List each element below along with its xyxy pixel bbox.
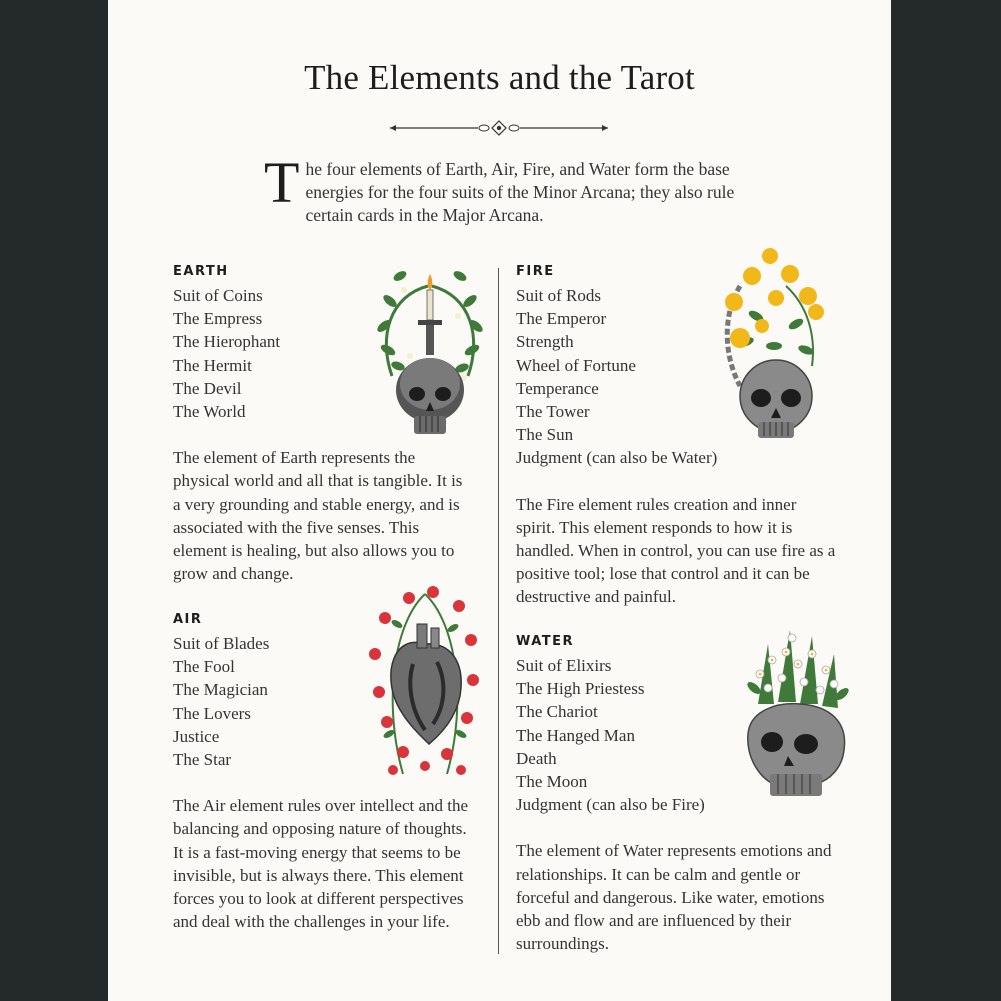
fire-item: The Emperor bbox=[516, 309, 607, 329]
earth-item: Suit of Coins bbox=[173, 286, 263, 305]
drop-cap: T bbox=[264, 150, 300, 215]
skull-candle-vine-icon bbox=[370, 246, 490, 440]
water-item: The Chariot bbox=[516, 702, 598, 722]
skull-marigold-icon bbox=[716, 246, 836, 442]
air-paragraph: The Air element rules over intellect and the balancing and opposing nature of thoughts. It is a fast-moving energy that seems to be invisible, but is always there. This element forces you to look at different perspectives and deal with the challenges in your life. bbox=[173, 796, 469, 932]
earth-item: The World bbox=[173, 402, 246, 422]
earth-item: The Hermit bbox=[173, 355, 252, 375]
fire-item: Strength bbox=[516, 332, 574, 352]
fire-item: Wheel of Fortune bbox=[516, 355, 636, 375]
fire-item: The Tower bbox=[516, 402, 590, 422]
water-paragraph: The element of Water represents emotions and relationships. It can be calm and gentle or forceful and dangerous. Like water, emotions ebb and flow and are influenced by their surroundings. bbox=[516, 841, 832, 954]
intro-text: he four elements of Earth, Air, Fire, and Water form the base energies for the four suits of the Minor Arcana; they also rule certain cards in the Major Arcana. bbox=[305, 159, 735, 225]
column-divider bbox=[498, 268, 499, 954]
fire-paragraph: The Fire element rules creation and inner spirit. This element responds to how it is handled. When in control, you can use fire as a positive tool; lose that control and it can be destructive and painful. bbox=[516, 494, 836, 607]
earth-paragraph: The element of Earth represents the physical world and all that is tangible. It is a very grounding and stable energy, and is associated with the five senses. This element is healing, but also allows you to grow and change. bbox=[173, 448, 463, 584]
earth-item: The Hierophant bbox=[173, 332, 281, 352]
earth-heading: EARTH bbox=[173, 264, 229, 279]
earth-item: The Empress bbox=[173, 309, 263, 329]
water-item: Death bbox=[516, 748, 557, 768]
water-item: Suit of Elixirs bbox=[516, 656, 612, 675]
air-item: The Magician bbox=[173, 680, 268, 700]
fire-item: Judgment (can also be Water) bbox=[516, 448, 718, 468]
water-item: The High Priestess bbox=[516, 679, 645, 699]
page-title: The Elements and the Tarot bbox=[304, 58, 695, 97]
fire-item: The Sun bbox=[516, 425, 574, 445]
intro-paragraph bbox=[264, 150, 755, 227]
air-item: Suit of Blades bbox=[173, 634, 270, 653]
water-item: The Hanged Man bbox=[516, 725, 635, 745]
fire-heading: FIRE bbox=[516, 264, 555, 279]
air-item: The Fool bbox=[173, 657, 235, 677]
fire-item: Suit of Rods bbox=[516, 286, 602, 305]
air-item: Justice bbox=[173, 726, 220, 746]
book-page bbox=[108, 0, 891, 1001]
fire-item: Temperance bbox=[516, 378, 599, 398]
water-item: Judgment (can also be Fire) bbox=[516, 795, 705, 815]
ornament-divider-icon bbox=[388, 118, 610, 138]
water-heading: WATER bbox=[516, 634, 575, 649]
anatomical-heart-roses-icon bbox=[363, 584, 487, 780]
air-heading: AIR bbox=[173, 612, 203, 627]
air-item: The Lovers bbox=[173, 703, 251, 723]
earth-item: The Devil bbox=[173, 378, 242, 398]
water-item: The Moon bbox=[516, 772, 588, 792]
skull-white-flowers-icon bbox=[738, 624, 854, 812]
air-item: The Star bbox=[173, 750, 232, 770]
